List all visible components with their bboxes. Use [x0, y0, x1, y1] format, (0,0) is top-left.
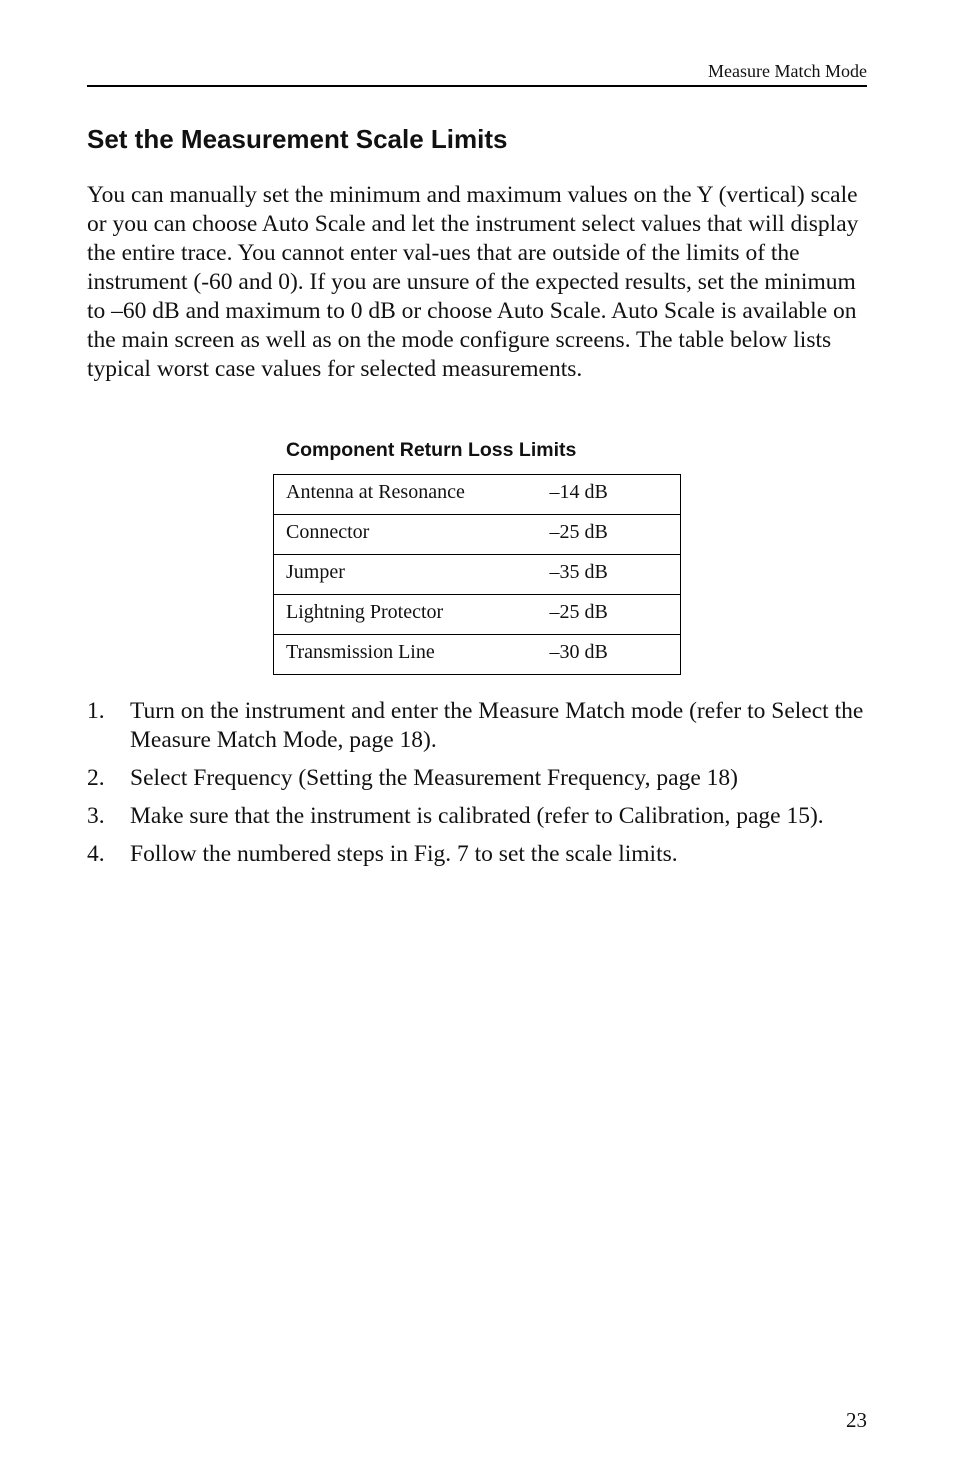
page-number: 23	[846, 1408, 867, 1432]
table-row	[274, 475, 681, 515]
step-text: Follow the numbered steps in Fig. 7 to set the scale limits.	[130, 841, 678, 867]
step-number: 4.	[87, 841, 105, 867]
running-head: Measure Match Mode	[708, 61, 867, 81]
table-caption: Component Return Loss Limits	[286, 439, 577, 461]
step-number: 3.	[87, 803, 105, 829]
table-row	[274, 515, 681, 555]
step-text: Turn on the instrument and enter the Measure Match mode (refer to Select the Measure Match Mode, page 18).	[130, 698, 864, 753]
step-text: Make sure that the instrument is calibrated (refer to Calibration, page 15).	[130, 803, 824, 829]
table-row	[274, 635, 681, 675]
component-cell: Transmission Line	[274, 635, 550, 675]
value-cell: –25 dB	[550, 595, 681, 635]
component-cell: Jumper	[274, 555, 550, 595]
intro-paragraph: You can manually set the minimum and maximum values on the Y (vertical) scale or you can choose Auto Scale and let the instrument select values that will display the entire trace. You cannot enter val-ues that are outside of the limits of the instrument (-60 and 0). If you are unsure of the expected results, set the minimum to –60 dB and maximum to 0 dB or choose Auto Scale. Auto Scale is available on the main screen as well as on the mode configure screens. The table below lists typical worst case values for selected measurements.	[87, 182, 859, 382]
list-item	[87, 840, 869, 869]
list-item	[87, 764, 869, 793]
value-cell: –30 dB	[550, 635, 681, 675]
table-row	[274, 595, 681, 635]
list-item	[87, 697, 869, 755]
value-cell: –25 dB	[550, 515, 681, 555]
component-cell: Antenna at Resonance	[274, 475, 550, 515]
table-row	[274, 555, 681, 595]
step-text: Select Frequency (Setting the Measurement Frequency, page 18)	[130, 765, 738, 791]
step-number: 1.	[87, 698, 105, 724]
list-item	[87, 802, 869, 831]
steps-list	[87, 697, 869, 878]
value-cell: –14 dB	[550, 475, 681, 515]
header-rule	[87, 85, 867, 87]
component-cell: Connector	[274, 515, 550, 555]
section-title: Set the Measurement Scale Limits	[87, 124, 508, 154]
step-number: 2.	[87, 765, 105, 791]
return-loss-table	[273, 474, 681, 675]
value-cell: –35 dB	[550, 555, 681, 595]
component-cell: Lightning Protector	[274, 595, 550, 635]
